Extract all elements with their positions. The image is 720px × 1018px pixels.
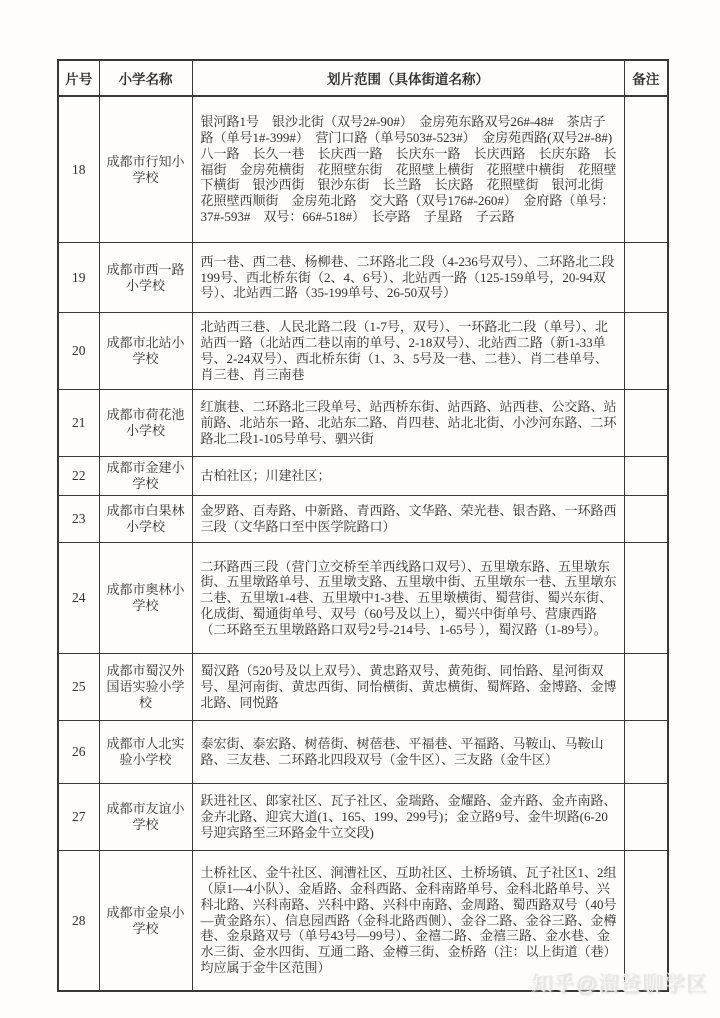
range-cell: 北站西三巷、人民北路二段（1-7号，双号）、一环路北二段（单号）、北站西一路（北站西二巷以南的单号、2-18双号）、北站西二路（新1-33单号、2-24双号）、西北桥东街（1、3、5号及一巷、二巷）、肖二巷单号、肖三巷、肖三南巷 — [192, 313, 624, 390]
school-name-cell: 成都市金泉小学校 — [99, 851, 192, 992]
range-cell: 二环路西三段（营门立交桥至羊西线路口双号）、五里墩东路、五里墩东街、五里墩路单号、五里墩支路、五里墩中街、五里墩东一巷、五里墩东二巷、五里墩1-4巷、五里墩中1-3巷、五里墩横街、蜀营街、蜀兴东街、化成街、蜀通街单号、双号（60号及以上），蜀兴中街单号、营康西路（二环路至五里墩路路口双号2号-214号、1-65号 ），蜀汉路（1-89号）。 — [192, 543, 624, 654]
school-name-cell: 成都市蜀汉外国语实验小学校 — [99, 654, 192, 721]
note-cell — [624, 543, 668, 654]
range-cell: 古柏社区；川建社区； — [192, 457, 624, 496]
school-district-table — [57, 59, 669, 992]
header-note: 备注 — [624, 60, 668, 96]
area-number-cell: 23 — [58, 496, 99, 543]
table-row — [58, 243, 668, 313]
note-cell — [624, 457, 668, 496]
table-row — [58, 313, 668, 390]
table-body — [58, 96, 668, 991]
table-row — [58, 390, 668, 457]
area-number-cell: 19 — [58, 243, 99, 313]
school-name-cell: 成都市行知小学校 — [99, 96, 192, 243]
area-number-cell: 24 — [58, 543, 99, 654]
note-cell — [624, 784, 668, 851]
range-cell: 蜀汉路（520号及以上双号）、黄忠路双号、黄苑街、同怡路、星河街双号、星河南街、黄忠西街、同怡横街、黄忠横街、蜀辉路、金博路、金博北路、同悦路 — [192, 654, 624, 721]
table-row — [58, 543, 668, 654]
area-number-cell: 18 — [58, 96, 99, 243]
school-name-cell: 成都市荷花池小学校 — [99, 390, 192, 457]
note-cell — [624, 313, 668, 390]
range-cell: 金罗路、百寿路、中新路、青西路、文华路、荣光巷、银杏路、一环路西三段（文华路口至中医学院路口） — [192, 496, 624, 543]
school-name-cell: 成都市友谊小学校 — [99, 784, 192, 851]
table-row — [58, 784, 668, 851]
area-number-cell: 26 — [58, 721, 99, 784]
school-name-cell: 成都市奥林小学校 — [99, 543, 192, 654]
area-number-cell: 20 — [58, 313, 99, 390]
note-cell — [624, 390, 668, 457]
area-number-cell: 21 — [58, 390, 99, 457]
table-header — [58, 60, 668, 96]
header-school-name: 小学名称 — [99, 60, 192, 96]
header-range: 划片范围（具体街道名称） — [192, 60, 624, 96]
note-cell — [624, 96, 668, 243]
range-cell: 土桥社区、金牛社区、涧漕社区、互助社区、土桥场镇、瓦子社区1、2组（原1—4小队）、金盾路、金科西路、金科南路单号、金科北路单号、兴科北路、兴科南路、兴科中路、兴科中南路、金周路、蜀西路双号（40号—黄金路东）、信息园西路（金科北路西侧）、金谷二路、金谷三路、金樽巷、金泉路双号（单号43号—99号）、金禧二路、金禧三路、金水巷、金水三街、金水四街、互通二路、金樽三街、金桥路（注：以上街道（巷）均应属于金牛区范围） — [192, 851, 624, 992]
area-number-cell: 27 — [58, 784, 99, 851]
watermark-text: 知乎@溜爸聊学区 — [531, 973, 708, 996]
table-row — [58, 654, 668, 721]
range-cell: 红旗巷、二环路北三段单号、站西桥东街、站西路、站西巷、公交路、站前路、北站东一路、北站东二路、肖四巷、站北北街、小沙河东路、二环路北二段1-105号单号、驷兴街 — [192, 390, 624, 457]
range-cell: 泰宏街、泰宏路、树蓓街、树蓓巷、平福巷、平福路、马鞍山、马鞍山路、三友巷、二环路北四段双号（金牛区）、三友路（金牛区） — [192, 721, 624, 784]
area-number-cell: 25 — [58, 654, 99, 721]
note-cell — [624, 721, 668, 784]
area-number-cell: 28 — [58, 851, 99, 992]
school-name-cell: 成都市人北实验小学校 — [99, 721, 192, 784]
table-row — [58, 496, 668, 543]
range-cell: 跃进社区、郎家社区、瓦子社区、金瑞路、金耀路、金卉路、金卉南路、金卉北路、迎宾大道(1、165、199、299号)；金立路9号、金牛坝路(6-20号迎宾路至三环路金牛立交段) — [192, 784, 624, 851]
school-name-cell: 成都市北站小学校 — [99, 313, 192, 390]
header-area-number: 片号 — [58, 60, 99, 96]
note-cell — [624, 496, 668, 543]
table-row — [58, 457, 668, 496]
area-number-cell: 22 — [58, 457, 99, 496]
school-name-cell: 成都市西一路小学校 — [99, 243, 192, 313]
table-row — [58, 96, 668, 243]
school-name-cell: 成都市金建小学校 — [99, 457, 192, 496]
header-row — [58, 60, 668, 96]
range-cell: 银河路1号 银沙北街（双号2#-90#） 金房苑东路双号26#-48# 茶店子路（单号1#-399#） 营门口路（单号503#-523#） 金房苑西路(双号2#-8#) 八一路 长久一巷 长庆西一路 长庆东一路 长庆西路 长庆东路 长福街 金房苑横街 花照壁东街 花照壁上横街 花照壁中横街 花照壁下横街 银沙西街 银沙东街 长兰路 长庆路 花照壁街 银河北街 花照壁西顺街 金房苑北路 交大路（双号176#-260#） 金府路（单号：37#-593# 双号：66#-518#） 长亭路 子星路 子云路 — [192, 96, 624, 243]
note-cell — [624, 654, 668, 721]
note-cell — [624, 243, 668, 313]
table-row — [58, 721, 668, 784]
school-name-cell: 成都市白果林小学校 — [99, 496, 192, 543]
range-cell: 西一巷、西二巷、杨柳巷、二环路北二段（4-236号双号）、二环路北二段199号、西北桥东街（2、4、6号）、北站西一路（125-159单号，20-94双号）、北站西二路（35-199单号、26-50双号） — [192, 243, 624, 313]
